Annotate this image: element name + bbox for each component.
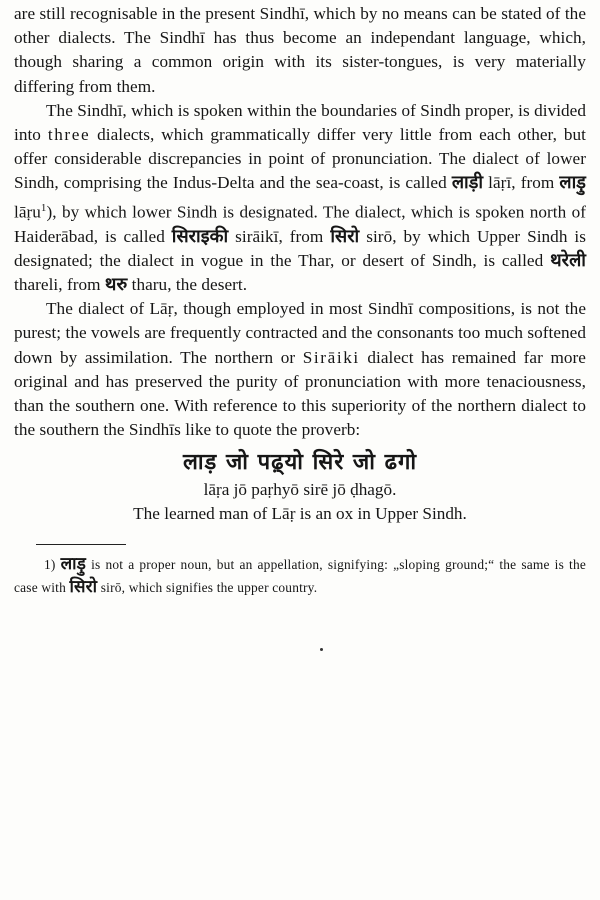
- proverb-block: [14, 448, 586, 526]
- footnote-text-b: sirō, which signifies the upper country.: [97, 580, 318, 596]
- proverb-translation: The learned man of Lāṛ is an ox in Upper Sindh.: [133, 504, 467, 524]
- devanagari-lari: लाड़ी: [451, 172, 484, 194]
- footnote-divider: [36, 544, 126, 545]
- p2-text-e: ), by which lower Sindh is designated. The dialect, which is spoken north of Haiderābad, is called: [14, 202, 586, 246]
- devanagari-siraiki: सिराइकी: [171, 225, 229, 247]
- footnote: [14, 553, 586, 599]
- p2-spaced-three: three: [47, 125, 91, 145]
- p2-text-h: thareli, from: [14, 274, 105, 294]
- p2-text-i: tharu, the desert.: [127, 274, 248, 294]
- devanagari-thareli: थरेली: [550, 249, 586, 271]
- p3-text-b: dialect has remained far more original and has preserved the purity of pronunciation with more tenaciousness, than the southern one. With reference to this superiority of the northern dialect to the southern the Sindhīs like to quote the proverb:: [14, 347, 586, 440]
- devanagari-laru: लाड़ु: [559, 172, 586, 194]
- devanagari-tharu: थरु: [104, 273, 128, 295]
- p2-text-c: lāṛī, from: [483, 173, 560, 193]
- footnote-number: 1): [44, 557, 56, 573]
- paragraph-2: [14, 99, 586, 297]
- p3-text-a: The dialect of Lāṛ, though employed in most Sindhī compositions, is not the purest; the vowels are frequently contracted and the consonants too much softened down by assimilation. The northern or: [14, 299, 586, 367]
- p3-spaced-siraiki: Sirāiki: [302, 347, 360, 367]
- paragraph-1-text: are still recognisable in the present Sindhī, which by no means can be stated of the other dialects. The Sindhī has thus become an independant language, which, though sharing a common origin with its sister-tongues, is very materially differing from them.: [14, 4, 586, 96]
- proverb-transliteration: lāṛa jō paṛhyō sirē jō ḍhagō.: [203, 480, 397, 500]
- p2-text-g: sirō, by which Upper Sindh is designated; the dialect in vogue in the Thar, or desert of Sindh, is called: [14, 226, 586, 270]
- p2-text-d: lāṛu: [14, 202, 41, 222]
- devanagari-siro: सिरो: [330, 225, 360, 247]
- p2-text-f: sirāikī, from: [228, 226, 331, 246]
- paragraph-1: [14, 2, 586, 99]
- p2-text-b: dialects, which grammatically differ very little from each other, but offer considerable discrepancies in point of pronunciation. The dialect of lower Sindh, comprising the Indus-Delta and the sea-coast, is called: [14, 125, 586, 193]
- footnote-devanagari-laru: लाड़ु: [60, 554, 87, 575]
- print-speck: [320, 648, 323, 651]
- footnote-devanagari-siro: सिरो: [69, 577, 98, 598]
- footnote-marker: 1: [40, 201, 47, 214]
- p2-text-a: The Sindhī, which is spoken within the boundaries of Sindh proper, is divided into: [14, 100, 586, 145]
- footnote-text-a: is not a proper noun, but an appellation, signifying: „sloping ground;“ the same is the case with: [14, 557, 586, 596]
- proverb-devanagari: लाड़ जो पढ़्यो सिरे जो ढगो: [182, 450, 418, 476]
- paragraph-3: [14, 297, 586, 442]
